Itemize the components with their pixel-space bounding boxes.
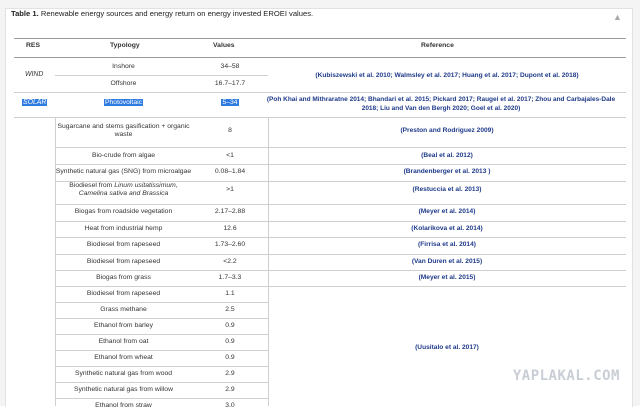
watermark-logo: YAPLAKAL.COM [512,368,620,384]
table-caption [11,9,313,18]
bio-value: 12.6 [223,225,237,232]
bio-reference[interactable]: (Firrisa et al. 2014) [418,241,476,248]
bio-typology [55,386,192,394]
bio-value: 3.0 [225,402,235,409]
header-reference: Reference [421,42,454,49]
bio-value: 2.5 [225,306,235,313]
bio-typology-line: Biodiesel from Linum usitatissimum, [69,182,178,189]
solar-reference-line1[interactable]: (Poh Khai and Mithraratne 2014; Bhandari et al. 2015; Pickard 2017; Raugei et al. 2017; Zhou and Carbajales-Dale [266,96,616,103]
bio-reference[interactable]: (Van Duren et al. 2015) [411,258,483,265]
bio-typology [55,306,192,314]
bio-value: 8 [228,127,232,134]
bio-typology [55,290,192,298]
bio-value: 1.73–2.60 [214,241,246,248]
res-solar [22,99,47,106]
bio-typology [55,322,192,330]
row-rule [55,382,268,383]
bio-typology-line: Biodiesel from rapeseed [86,258,161,265]
bio-typology [55,402,192,410]
row-rule [55,254,626,255]
bio-value: 0.9 [225,354,235,361]
row-rule [55,302,268,303]
bio-typology-line: Ethanol from barley [94,322,153,329]
bio-reference[interactable]: (Brandenberger et al. 2013 ) [403,168,491,175]
row-rule [55,334,268,335]
bio-typology [55,225,192,233]
row-rule [55,318,268,319]
solar-typology-highlight: Photovoltaic [104,99,143,106]
row-rule [55,204,626,205]
bio-reference[interactable]: (Meyer et al. 2014) [418,208,476,215]
wind-value-1: 16.7–17.7 [214,80,246,87]
solar-res-highlight: SOLAR [23,99,47,106]
bio-typology [55,338,192,346]
group-reference[interactable]: (Uusitalo et al. 2017) [415,344,479,351]
header-res: RES [26,42,40,49]
bio-value: >1 [226,186,234,193]
bio-typology-line: Grass methane [100,306,147,313]
bio-typology [55,152,192,160]
solar-typology [55,99,192,107]
wind-typology-1: Offshore [110,80,137,87]
bio-typology-line: Biogas from grass [96,274,151,281]
row-rule [55,286,626,287]
bio-typology [55,241,192,249]
bio-typology-line: Ethanol from wheat [94,354,153,361]
row-rule [55,350,268,351]
bio-reference[interactable]: (Beal et al. 2012) [421,152,473,159]
bio-reference[interactable]: (Meyer et al. 2015) [418,274,476,281]
bio-typology-line: Biodiesel from rapeseed [86,290,161,297]
header-typology: Typology [110,42,140,49]
bio-value: 1.1 [225,290,235,297]
bio-value: 2.17–2.88 [214,208,246,215]
caption-label: Table 1. [11,9,39,18]
caption-text: Renewable energy sources and energy return on energy invested EROEI values. [38,9,314,18]
bio-value: 0.9 [225,322,235,329]
bio-typology [55,123,192,139]
bio-reference[interactable]: (Preston and Rodriguez 2009) [400,127,494,134]
res-wind: WIND [25,71,44,78]
header-bottom-rule [14,57,626,58]
row-rule [55,270,626,271]
bio-value: <2.2 [223,258,237,265]
bio-reference[interactable]: (Restuccia et al. 2013) [412,186,482,193]
bio-value: 1.7–3.3 [218,274,242,281]
row-rule [14,117,626,118]
bio-reference[interactable]: (Kolarikova et al. 2014) [411,225,483,232]
row-rule [55,147,626,148]
row-rule [14,92,626,93]
bio-typology-line: Bio-crude from algae [91,152,156,159]
row-rule [55,366,268,367]
row-rule [55,398,268,399]
bio-typology-line: Synthetic natural gas from willow [74,386,173,393]
bio-value: 2.9 [225,370,235,377]
bio-value: 0.9 [225,338,235,345]
bio-typology-line: Biogas from roadside vegetation [74,208,173,215]
bio-typology [55,370,192,378]
bio-typology-line: Synthetic natural gas (SNG) from microalgae [55,168,192,175]
bio-value: 2.9 [225,386,235,393]
column-divider [55,117,56,406]
bio-typology-line: Biodiesel from rapeseed [86,241,161,248]
solar-reference-line2[interactable]: 2018; Liu and Van den Bergh 2020; Goel et al. 2020) [361,105,521,112]
bio-typology-line: Heat from industrial hemp [84,225,163,232]
chevron-up-icon[interactable]: ▲ [613,12,622,22]
header-values: Values [213,42,235,49]
bio-typology [55,354,192,362]
bio-typology [55,168,192,176]
bio-value: <1 [226,152,234,159]
bio-typology [55,258,192,266]
bio-typology-line: Ethanol from oat [98,338,149,345]
bio-typology-line: waste [114,131,133,139]
bio-typology-line: Ethanol from straw [95,402,152,409]
header-top-rule [14,38,626,39]
row-rule [55,164,626,165]
bio-typology-line: Sugarcane and stems gasification + organic [57,123,190,130]
bio-typology [55,182,192,198]
bio-typology-line: Camelina sativa and Brassica [78,190,169,198]
bio-typology-line: Synthetic natural gas from wood [74,370,173,377]
wind-typology-0: Inshore [112,63,135,70]
row-rule [55,237,626,238]
bio-value: 0.08–1.84 [214,168,246,175]
solar-value-highlight: 5–34 [222,99,238,106]
row-rule [55,221,626,222]
column-divider [268,117,269,406]
wind-value-0: 34–58 [220,63,240,70]
wind-reference[interactable]: (Kubiszewski et al. 2010; Walmsley et al. 2017; Huang et al. 2017; Dupont et al. 2018) [315,72,579,79]
row-rule [55,75,268,76]
bio-typology [55,208,192,216]
bio-typology [55,274,192,282]
